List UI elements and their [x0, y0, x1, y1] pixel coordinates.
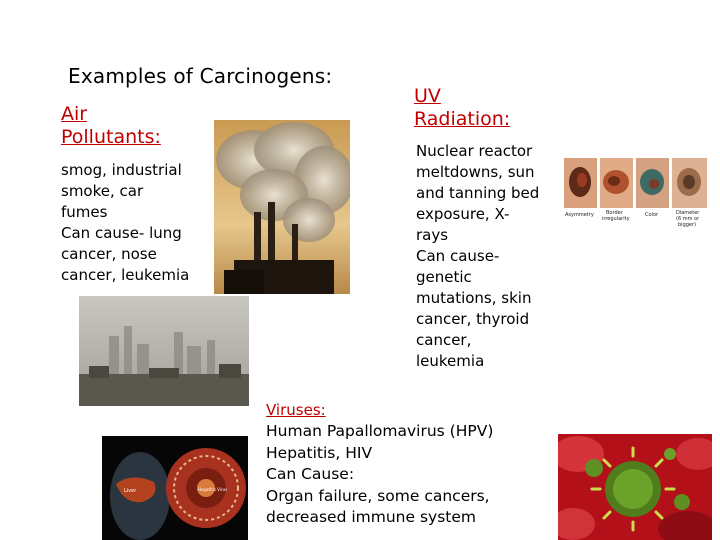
- uv-heading-line1: UV: [414, 85, 441, 107]
- viruses-heading: Viruses:: [266, 401, 326, 419]
- mole-label: irregularity: [602, 216, 630, 222]
- mole-label: (6 mm or: [676, 216, 700, 222]
- slide-title: Examples of Carcinogens:: [68, 64, 333, 88]
- uv-line: rays: [416, 226, 449, 244]
- virus-line: decreased immune system: [266, 508, 476, 526]
- air-line: smog, industrial: [61, 161, 182, 179]
- uv-line: genetic: [416, 268, 472, 286]
- virus-image: [558, 434, 712, 540]
- uv-line: cancer,: [416, 331, 472, 349]
- uv-heading-line2: Radiation:: [414, 108, 511, 130]
- liver-label: Liver: [124, 488, 137, 494]
- uv-line: Can cause-: [416, 247, 500, 265]
- mole-label: Color: [645, 212, 659, 218]
- uv-line: Nuclear reactor: [416, 142, 533, 160]
- air-heading-line2: Pollutants:: [61, 126, 161, 148]
- virus-line: Can Cause:: [266, 465, 355, 483]
- hepatitis-virus-label: Hepatitis Virus: [198, 487, 228, 492]
- uv-line: leukemia: [416, 352, 485, 370]
- uv-radiation-text: [416, 141, 556, 372]
- air-line: cancer, leukemia: [61, 266, 190, 284]
- air-line: fumes: [61, 203, 108, 221]
- virus-line: Human Papallomavirus (HPV): [266, 422, 494, 440]
- air-pollutants-text: [61, 160, 231, 286]
- uv-line: exposure, X-: [416, 205, 510, 223]
- uv-line: meltdowns, sun: [416, 163, 535, 181]
- mole-label: Asymmetry: [565, 212, 594, 218]
- virus-line: Hepatitis, HIV: [266, 443, 373, 462]
- mole-label: bigger): [678, 222, 696, 228]
- air-line: smoke, car: [61, 182, 144, 200]
- factory-smoke-image: [214, 120, 350, 294]
- smog-city-image: [79, 296, 249, 406]
- hepatitis-liver-image: [102, 436, 248, 540]
- uv-line: mutations, skin: [416, 289, 532, 307]
- virus-line: Organ failure, some cancers,: [266, 486, 490, 505]
- mole-label: Border: [606, 210, 623, 216]
- air-heading-line1: Air: [61, 103, 88, 125]
- uv-line: cancer, thyroid: [416, 310, 530, 328]
- viruses-text: [266, 421, 556, 529]
- air-line: cancer, nose: [61, 245, 157, 263]
- uv-radiation-heading: [414, 85, 554, 131]
- uv-line: and tanning bed: [416, 184, 540, 202]
- skin-mole-image: [562, 154, 710, 244]
- air-line: Can cause- lung: [61, 224, 182, 242]
- mole-label: Diameter: [676, 210, 700, 216]
